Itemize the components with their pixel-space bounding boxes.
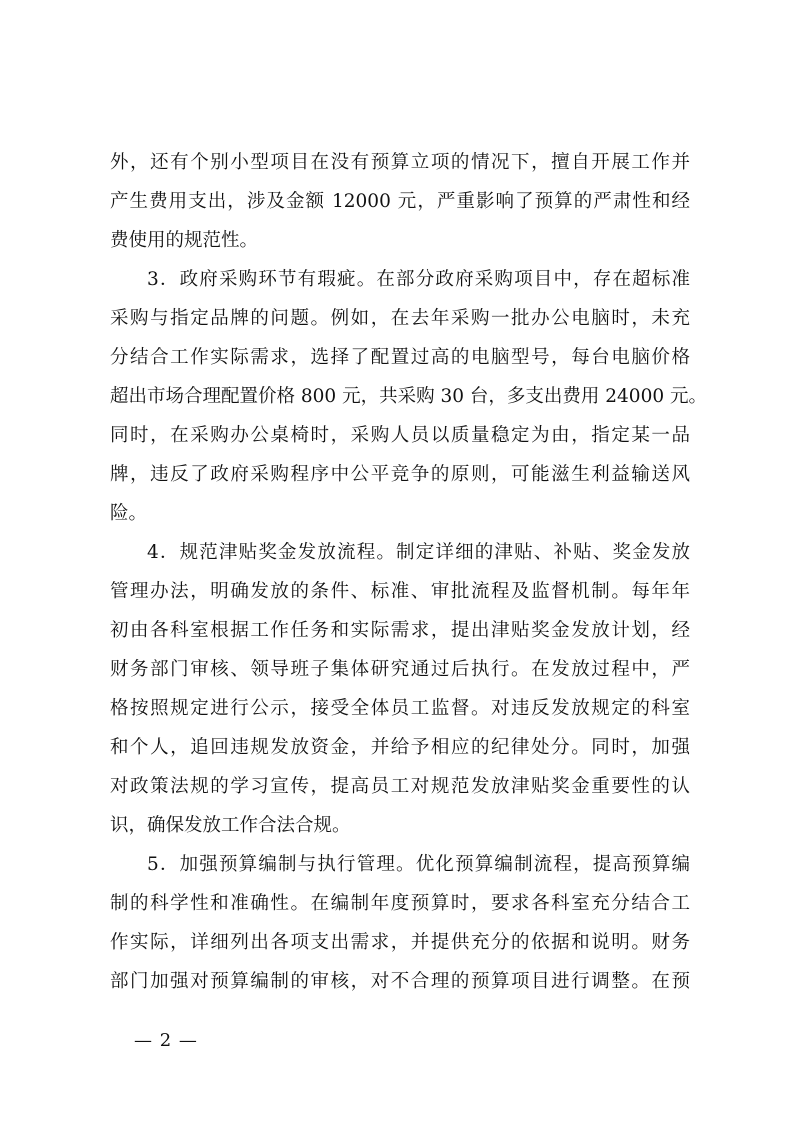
text-line: 管理办法，明确发放的条件、标准、审批流程及监督机制。每年年 — [110, 581, 690, 602]
text-line: 制的科学性和准确性。在编制年度预算时，要求各科室充分结合工 — [110, 893, 690, 914]
text-line: 产生费用支出，涉及金额 12000 元，严重影响了预算的严肃性和经 — [110, 191, 690, 212]
text-line: 作实际，详细列出各项支出需求，并提供充分的依据和说明。财务 — [110, 932, 690, 953]
document-body — [110, 143, 707, 1001]
text-line: 采购与指定品牌的问题。例如，在去年采购一批办公电脑时，未充 — [110, 308, 690, 329]
page-number: — 2 — — [134, 1030, 198, 1051]
paragraph-item-4 — [110, 533, 690, 845]
text-line: 4．规范津贴奖金发放流程。制定详细的津贴、补贴、奖金发放 — [147, 542, 690, 563]
text-line: 同时，在采购办公桌椅时，采购人员以质量稳定为由，指定某一品 — [110, 425, 690, 446]
text-line: 外，还有个别小型项目在没有预算立项的情况下，擅自开展工作并 — [110, 152, 690, 173]
paragraph-item-5 — [110, 845, 690, 1001]
text-line: 对政策法规的学习宣传，提高员工对规范发放津贴奖金重要性的认 — [110, 776, 690, 797]
text-line: 超出市场合理配置价格 800 元，共采购 30 台，多支出费用 24000 元。 — [110, 386, 707, 407]
text-line: 识，确保发放工作合法合规。 — [110, 815, 351, 836]
text-line: 部门加强对预算编制的审核，对不合理的预算项目进行调整。在预 — [110, 971, 690, 992]
text-line: 牌，违反了政府采购程序中公平竞争的原则，可能滋生利益输送风 — [110, 464, 690, 485]
paragraph-continuation — [110, 143, 690, 260]
text-line: 初由各科室根据工作任务和实际需求，提出津贴奖金发放计划，经 — [110, 620, 690, 641]
text-line: 险。 — [110, 503, 148, 524]
paragraph-item-3 — [110, 260, 707, 533]
text-line: 和个人，追回违规发放资金，并给予相应的纪律处分。同时，加强 — [110, 737, 690, 758]
text-line: 分结合工作实际需求，选择了配置过高的电脑型号，每台电脑价格 — [110, 347, 690, 368]
text-line: 费使用的规范性。 — [110, 230, 259, 251]
text-line: 格按照规定进行公示，接受全体员工监督。对违反发放规定的科室 — [110, 698, 690, 719]
text-line: 3．政府采购环节有瑕疵。在部分政府采购项目中，存在超标准 — [147, 269, 690, 290]
text-line: 5．加强预算编制与执行管理。优化预算编制流程，提高预算编 — [147, 854, 690, 875]
text-line: 财务部门审核、领导班子集体研究通过后执行。在发放过程中，严 — [110, 659, 690, 680]
